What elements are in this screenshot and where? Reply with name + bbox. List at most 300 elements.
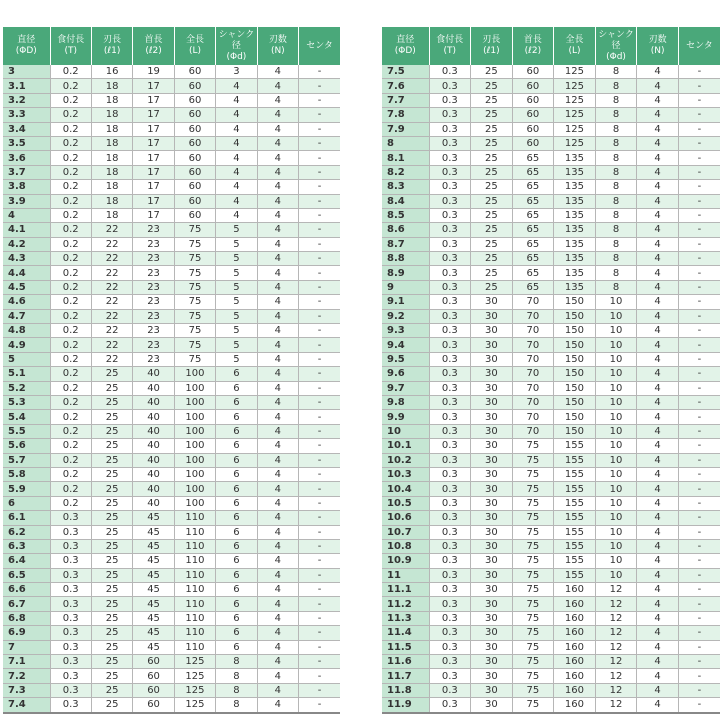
cell-flute-count: 4: [637, 424, 679, 438]
table-row: [382, 122, 720, 136]
cell-shank-diameter: 12: [595, 583, 637, 597]
cell-flute-count: 4: [637, 79, 679, 93]
table-row: [382, 640, 720, 654]
cell-shank-diameter: 6: [216, 410, 257, 424]
cell-flute-length: 30: [471, 539, 513, 553]
cell-shank-diameter: 10: [595, 525, 637, 539]
cell-neck-length: 17: [133, 208, 174, 222]
cell-lead-length: 0.3: [429, 237, 471, 251]
cell-diameter: 7.9: [382, 122, 429, 136]
table-row: [382, 482, 720, 496]
table-row: [3, 180, 340, 194]
cell-flute-count: 4: [257, 568, 298, 582]
spec-table-left: [3, 27, 340, 714]
cell-shank-diameter: 6: [216, 511, 257, 525]
cell-neck-length: 60: [512, 79, 554, 93]
cell-overall-length: 135: [554, 194, 596, 208]
cell-overall-length: 100: [174, 395, 215, 409]
table-row: [382, 395, 720, 409]
cell-flute-count: 4: [637, 525, 679, 539]
cell-center: -: [678, 554, 720, 568]
cell-neck-length: 23: [133, 237, 174, 251]
cell-diameter: 3.6: [3, 151, 50, 165]
table-row: [382, 698, 720, 713]
cell-shank-diameter: 5: [216, 280, 257, 294]
cell-overall-length: 110: [174, 525, 215, 539]
header-neck-length: 首長 (ℓ2): [512, 27, 554, 65]
cell-flute-count: 4: [637, 136, 679, 150]
cell-center: -: [299, 208, 340, 222]
cell-flute-count: 4: [257, 237, 298, 251]
cell-lead-length: 0.2: [50, 180, 91, 194]
cell-lead-length: 0.3: [429, 93, 471, 107]
cell-lead-length: 0.2: [50, 79, 91, 93]
cell-diameter: 4.2: [3, 237, 50, 251]
cell-diameter: 8: [382, 136, 429, 150]
cell-lead-length: 0.3: [429, 338, 471, 352]
cell-lead-length: 0.3: [429, 367, 471, 381]
cell-neck-length: 65: [512, 252, 554, 266]
cell-neck-length: 65: [512, 237, 554, 251]
cell-diameter: 6.4: [3, 554, 50, 568]
cell-lead-length: 0.3: [429, 496, 471, 510]
cell-diameter: 3.7: [3, 165, 50, 179]
table-row: [382, 136, 720, 150]
cell-overall-length: 155: [554, 539, 596, 553]
cell-neck-length: 45: [133, 511, 174, 525]
table-row: [3, 151, 340, 165]
cell-lead-length: 0.2: [50, 266, 91, 280]
cell-lead-length: 0.2: [50, 165, 91, 179]
cell-center: -: [678, 381, 720, 395]
cell-diameter: 4.1: [3, 223, 50, 237]
cell-flute-count: 4: [637, 683, 679, 697]
table-row: [3, 324, 340, 338]
cell-flute-count: 4: [257, 108, 298, 122]
cell-flute-count: 4: [257, 223, 298, 237]
cell-neck-length: 70: [512, 410, 554, 424]
cell-shank-diameter: 8: [595, 266, 637, 280]
cell-shank-diameter: 10: [595, 410, 637, 424]
cell-center: -: [299, 309, 340, 323]
cell-lead-length: 0.3: [429, 611, 471, 625]
cell-center: -: [678, 208, 720, 222]
cell-lead-length: 0.3: [429, 698, 471, 713]
cell-shank-diameter: 6: [216, 611, 257, 625]
table-row: [3, 65, 340, 79]
cell-diameter: 11.8: [382, 683, 429, 697]
cell-diameter: 6: [3, 496, 50, 510]
table-row: [382, 568, 720, 582]
cell-shank-diameter: 8: [216, 698, 257, 713]
cell-flute-length: 30: [471, 295, 513, 309]
cell-flute-count: 4: [257, 583, 298, 597]
cell-neck-length: 23: [133, 295, 174, 309]
table-row: [3, 525, 340, 539]
cell-overall-length: 75: [174, 252, 215, 266]
cell-overall-length: 60: [174, 122, 215, 136]
cell-neck-length: 17: [133, 136, 174, 150]
cell-neck-length: 60: [512, 136, 554, 150]
cell-shank-diameter: 5: [216, 223, 257, 237]
cell-lead-length: 0.2: [50, 194, 91, 208]
cell-lead-length: 0.3: [429, 525, 471, 539]
cell-diameter: 8.8: [382, 252, 429, 266]
table-row: [382, 338, 720, 352]
header-diameter: 直径 (ΦD): [382, 27, 429, 65]
cell-diameter: 9.5: [382, 352, 429, 366]
cell-shank-diameter: 10: [595, 367, 637, 381]
cell-lead-length: 0.2: [50, 467, 91, 481]
cell-overall-length: 155: [554, 568, 596, 582]
cell-flute-count: 4: [637, 180, 679, 194]
cell-diameter: 5: [3, 352, 50, 366]
cell-neck-length: 17: [133, 93, 174, 107]
cell-shank-diameter: 6: [216, 381, 257, 395]
table-row: [3, 453, 340, 467]
cell-flute-count: 4: [637, 93, 679, 107]
cell-flute-count: 4: [637, 467, 679, 481]
cell-neck-length: 75: [512, 525, 554, 539]
cell-flute-length: 30: [471, 367, 513, 381]
table-row: [382, 266, 720, 280]
header-flute-length: 刃長 (ℓ1): [471, 27, 513, 65]
table-row: [3, 93, 340, 107]
cell-neck-length: 45: [133, 554, 174, 568]
cell-center: -: [299, 122, 340, 136]
cell-lead-length: 0.2: [50, 453, 91, 467]
cell-flute-count: 4: [257, 525, 298, 539]
cell-flute-length: 22: [91, 295, 132, 309]
cell-neck-length: 40: [133, 424, 174, 438]
cell-shank-diameter: 8: [595, 136, 637, 150]
cell-overall-length: 60: [174, 79, 215, 93]
cell-shank-diameter: 6: [216, 597, 257, 611]
cell-center: -: [678, 180, 720, 194]
table-row: [3, 266, 340, 280]
cell-flute-length: 25: [471, 79, 513, 93]
cell-shank-diameter: 6: [216, 554, 257, 568]
cell-overall-length: 135: [554, 180, 596, 194]
cell-overall-length: 155: [554, 439, 596, 453]
cell-flute-length: 30: [471, 309, 513, 323]
cell-flute-length: 30: [471, 496, 513, 510]
cell-center: -: [678, 151, 720, 165]
cell-center: -: [299, 482, 340, 496]
table-row: [3, 280, 340, 294]
cell-center: -: [678, 525, 720, 539]
cell-flute-length: 25: [91, 583, 132, 597]
cell-center: -: [299, 439, 340, 453]
cell-center: -: [299, 539, 340, 553]
cell-center: -: [678, 611, 720, 625]
cell-flute-count: 4: [257, 511, 298, 525]
cell-diameter: 9.1: [382, 295, 429, 309]
cell-flute-length: 22: [91, 266, 132, 280]
cell-flute-count: 4: [257, 122, 298, 136]
cell-shank-diameter: 5: [216, 295, 257, 309]
cell-lead-length: 0.3: [429, 467, 471, 481]
cell-shank-diameter: 4: [216, 108, 257, 122]
cell-neck-length: 40: [133, 467, 174, 481]
cell-overall-length: 100: [174, 367, 215, 381]
cell-neck-length: 75: [512, 539, 554, 553]
cell-lead-length: 0.3: [50, 669, 91, 683]
cell-flute-length: 25: [471, 208, 513, 222]
cell-flute-count: 4: [637, 439, 679, 453]
cell-center: -: [678, 309, 720, 323]
table-row: [3, 352, 340, 366]
cell-overall-length: 100: [174, 424, 215, 438]
table-row: [3, 467, 340, 481]
cell-flute-count: 4: [257, 597, 298, 611]
cell-shank-diameter: 6: [216, 467, 257, 481]
cell-overall-length: 75: [174, 338, 215, 352]
header-lead-length: 食付長 (T): [429, 27, 471, 65]
cell-neck-length: 17: [133, 165, 174, 179]
cell-shank-diameter: 5: [216, 237, 257, 251]
cell-center: -: [678, 597, 720, 611]
cell-flute-length: 30: [471, 669, 513, 683]
cell-flute-length: 30: [471, 554, 513, 568]
cell-flute-count: 4: [637, 295, 679, 309]
cell-flute-count: 4: [637, 554, 679, 568]
cell-flute-length: 22: [91, 352, 132, 366]
cell-center: -: [678, 655, 720, 669]
cell-flute-length: 18: [91, 208, 132, 222]
cell-flute-count: 4: [637, 381, 679, 395]
cell-flute-count: 4: [257, 453, 298, 467]
cell-diameter: 8.4: [382, 194, 429, 208]
cell-center: -: [299, 381, 340, 395]
cell-shank-diameter: 6: [216, 640, 257, 654]
cell-lead-length: 0.3: [429, 252, 471, 266]
cell-shank-diameter: 6: [216, 395, 257, 409]
table-row: [382, 108, 720, 122]
table-row: [3, 539, 340, 553]
cell-shank-diameter: 4: [216, 208, 257, 222]
cell-shank-diameter: 8: [595, 79, 637, 93]
header-row: [382, 27, 720, 65]
cell-diameter: 9.2: [382, 309, 429, 323]
table-row: [3, 554, 340, 568]
table-row: [3, 122, 340, 136]
cell-flute-count: 4: [257, 338, 298, 352]
header-shank-diameter: シャンク径 (Φd): [216, 27, 257, 65]
cell-flute-count: 4: [257, 669, 298, 683]
cell-lead-length: 0.3: [429, 79, 471, 93]
table-row: [3, 309, 340, 323]
cell-flute-count: 4: [637, 640, 679, 654]
cell-neck-length: 65: [512, 165, 554, 179]
cell-overall-length: 135: [554, 151, 596, 165]
table-row: [382, 669, 720, 683]
cell-center: -: [678, 352, 720, 366]
cell-shank-diameter: 10: [595, 482, 637, 496]
cell-diameter: 5.6: [3, 439, 50, 453]
cell-neck-length: 65: [512, 194, 554, 208]
cell-shank-diameter: 8: [595, 122, 637, 136]
cell-lead-length: 0.3: [50, 554, 91, 568]
cell-diameter: 4.7: [3, 309, 50, 323]
cell-diameter: 11.3: [382, 611, 429, 625]
cell-flute-count: 4: [257, 381, 298, 395]
cell-center: -: [678, 367, 720, 381]
cell-neck-length: 70: [512, 338, 554, 352]
table-row: [382, 683, 720, 697]
cell-center: -: [299, 252, 340, 266]
cell-lead-length: 0.3: [429, 655, 471, 669]
cell-shank-diameter: 5: [216, 352, 257, 366]
cell-lead-length: 0.3: [429, 309, 471, 323]
cell-flute-count: 4: [257, 295, 298, 309]
cell-flute-length: 30: [471, 698, 513, 713]
table-row: [382, 554, 720, 568]
cell-center: -: [299, 93, 340, 107]
cell-lead-length: 0.3: [429, 683, 471, 697]
cell-shank-diameter: 8: [216, 683, 257, 697]
cell-flute-length: 25: [91, 367, 132, 381]
cell-diameter: 4.3: [3, 252, 50, 266]
cell-center: -: [299, 295, 340, 309]
cell-overall-length: 155: [554, 525, 596, 539]
cell-center: -: [299, 611, 340, 625]
cell-neck-length: 75: [512, 626, 554, 640]
cell-center: -: [299, 367, 340, 381]
cell-lead-length: 0.3: [429, 295, 471, 309]
cell-lead-length: 0.3: [429, 640, 471, 654]
cell-center: -: [299, 165, 340, 179]
cell-overall-length: 110: [174, 597, 215, 611]
cell-flute-length: 25: [471, 136, 513, 150]
cell-neck-length: 60: [512, 93, 554, 107]
cell-shank-diameter: 10: [595, 467, 637, 481]
cell-shank-diameter: 6: [216, 568, 257, 582]
cell-neck-length: 17: [133, 194, 174, 208]
cell-neck-length: 65: [512, 223, 554, 237]
cell-overall-length: 125: [554, 136, 596, 150]
cell-lead-length: 0.3: [429, 151, 471, 165]
cell-flute-length: 18: [91, 136, 132, 150]
cell-lead-length: 0.3: [429, 669, 471, 683]
cell-diameter: 6.8: [3, 611, 50, 625]
cell-overall-length: 155: [554, 496, 596, 510]
cell-neck-length: 60: [512, 122, 554, 136]
cell-flute-count: 4: [637, 568, 679, 582]
cell-flute-count: 4: [637, 539, 679, 553]
table-row: [382, 309, 720, 323]
cell-overall-length: 125: [174, 669, 215, 683]
cell-center: -: [678, 583, 720, 597]
cell-lead-length: 0.2: [50, 280, 91, 294]
cell-flute-length: 25: [91, 611, 132, 625]
cell-overall-length: 110: [174, 640, 215, 654]
cell-shank-diameter: 10: [595, 309, 637, 323]
cell-shank-diameter: 10: [595, 395, 637, 409]
cell-overall-length: 155: [554, 453, 596, 467]
cell-neck-length: 75: [512, 467, 554, 481]
cell-center: -: [678, 626, 720, 640]
cell-overall-length: 150: [554, 295, 596, 309]
cell-center: -: [299, 467, 340, 481]
cell-diameter: 10.9: [382, 554, 429, 568]
header-center: センタ: [678, 27, 720, 65]
cell-flute-length: 30: [471, 453, 513, 467]
cell-flute-length: 25: [471, 93, 513, 107]
cell-overall-length: 150: [554, 381, 596, 395]
cell-diameter: 3.2: [3, 93, 50, 107]
cell-shank-diameter: 6: [216, 439, 257, 453]
cell-center: -: [299, 136, 340, 150]
table-row: [382, 410, 720, 424]
cell-neck-length: 60: [133, 669, 174, 683]
cell-flute-length: 25: [471, 223, 513, 237]
cell-center: -: [299, 669, 340, 683]
cell-lead-length: 0.2: [50, 223, 91, 237]
cell-diameter: 6.5: [3, 568, 50, 582]
cell-flute-length: 30: [471, 568, 513, 582]
cell-diameter: 3.9: [3, 194, 50, 208]
cell-center: -: [678, 266, 720, 280]
cell-shank-diameter: 12: [595, 611, 637, 625]
cell-flute-count: 4: [257, 136, 298, 150]
cell-flute-length: 18: [91, 122, 132, 136]
cell-flute-length: 18: [91, 93, 132, 107]
cell-flute-count: 4: [257, 151, 298, 165]
cell-flute-length: 30: [471, 597, 513, 611]
cell-overall-length: 75: [174, 324, 215, 338]
cell-flute-count: 4: [257, 655, 298, 669]
cell-center: -: [678, 194, 720, 208]
cell-diameter: 7: [3, 640, 50, 654]
cell-lead-length: 0.2: [50, 439, 91, 453]
cell-flute-length: 30: [471, 381, 513, 395]
table-row: [3, 165, 340, 179]
cell-flute-length: 30: [471, 424, 513, 438]
table-row: [3, 252, 340, 266]
cell-overall-length: 160: [554, 669, 596, 683]
table-row: [382, 65, 720, 79]
cell-flute-length: 22: [91, 280, 132, 294]
table-row: [3, 338, 340, 352]
cell-diameter: 11.4: [382, 626, 429, 640]
cell-flute-length: 25: [91, 698, 132, 713]
cell-lead-length: 0.3: [429, 597, 471, 611]
cell-flute-length: 25: [471, 252, 513, 266]
cell-center: -: [678, 280, 720, 294]
cell-flute-count: 4: [257, 539, 298, 553]
cell-lead-length: 0.3: [429, 453, 471, 467]
table-row: [382, 324, 720, 338]
table-row: [382, 93, 720, 107]
table-row: [3, 669, 340, 683]
cell-lead-length: 0.3: [429, 381, 471, 395]
cell-shank-diameter: 5: [216, 338, 257, 352]
cell-center: -: [299, 180, 340, 194]
cell-lead-length: 0.2: [50, 93, 91, 107]
cell-flute-count: 4: [257, 180, 298, 194]
cell-diameter: 4.5: [3, 280, 50, 294]
table-row: [382, 611, 720, 625]
cell-neck-length: 60: [512, 108, 554, 122]
table-body: [3, 65, 340, 713]
cell-lead-length: 0.3: [50, 539, 91, 553]
table-row: [382, 280, 720, 294]
cell-flute-length: 25: [471, 165, 513, 179]
cell-shank-diameter: 10: [595, 554, 637, 568]
cell-flute-length: 30: [471, 395, 513, 409]
cell-center: -: [678, 424, 720, 438]
